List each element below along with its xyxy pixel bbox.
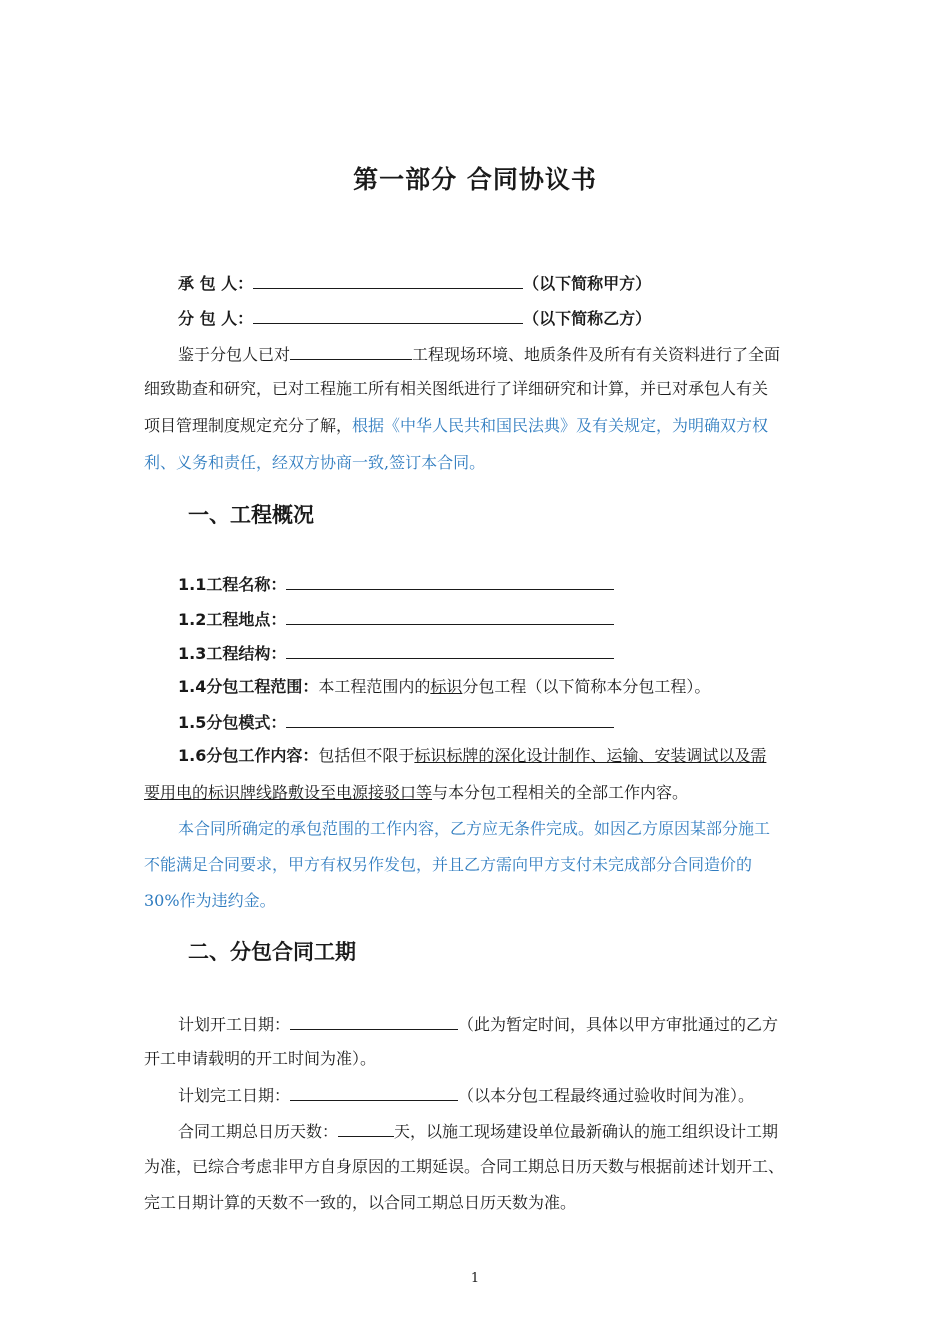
subcontractor-suffix: （以下简称乙方） [523, 309, 652, 328]
contractor-label: 承 包 人： [178, 274, 254, 293]
intro-text: 项目管理制度规定充分了解， [144, 416, 353, 435]
field-label: 合同工期总日历天数： [178, 1122, 339, 1141]
field-project-structure [178, 641, 614, 665]
field-subcontract-scope [178, 676, 710, 698]
page-number: 1 [470, 1271, 480, 1286]
project-name-blank[interactable] [286, 572, 614, 590]
scope-note-line-1: 本合同所确定的承包范围的工作内容，乙方应无条件完成。如因乙方原因某部分施工 [178, 819, 771, 838]
total-days-line [178, 1119, 778, 1143]
subcontractor-blank[interactable] [253, 306, 523, 324]
subcontractor-label: 分 包 人： [178, 309, 254, 328]
subcontract-mode-blank[interactable] [286, 710, 614, 728]
field-label: 计划开工日期： [178, 1015, 291, 1034]
end-date-blank[interactable] [290, 1083, 458, 1101]
planned-start-line-2: 开工申请载明的开工时间为准）。 [144, 1049, 377, 1068]
work-content-line-2 [144, 782, 688, 804]
field-label: 1.6分包工作内容： [178, 746, 319, 765]
project-structure-blank[interactable] [286, 641, 614, 659]
intro-line-3 [144, 415, 768, 437]
end-note: （以本分包工程最终通过验收时间为准）。 [458, 1086, 755, 1105]
scope-note-line-2: 不能满足合同要求，甲方有权另作发包，并且乙方需向甲方支付未完成部分合同造价的 [144, 855, 753, 874]
field-label: 1.5分包模式： [178, 713, 287, 732]
work-content-underlined: 要用电的标识牌线路敷设至电源接驳口等 [144, 783, 433, 802]
intro-line-4: 利、义务和责任，经双方协商一致,签订本合同。 [144, 453, 486, 472]
total-days-line-2: 为准，已综合考虑非甲方自身原因的工期延误。合同工期总日历天数与根据前述计划开工、 [144, 1157, 785, 1176]
scope-text: 分包工程（以下简称本分包工程）。 [462, 677, 711, 696]
intro-line-2: 细致勘查和研究，已对工程施工所有相关图纸进行了详细研究和计算，并已对承包人有关 [144, 379, 769, 398]
field-label: 1.3工程结构： [178, 644, 287, 663]
section-heading-2: 二、分包合同工期 [188, 940, 356, 964]
field-subcontract-mode [178, 710, 614, 734]
work-content-underlined: 标识标牌的深化设计制作、运输、安装调试以及需 [414, 746, 767, 765]
field-label: 1.1工程名称： [178, 575, 287, 594]
field-work-content [178, 745, 766, 767]
scope-underlined: 标识 [430, 677, 463, 696]
work-content-text: 与本分包工程相关的全部工作内容。 [432, 783, 689, 802]
subcontractor-line [178, 306, 651, 330]
contractor-line [178, 271, 651, 295]
contractor-suffix: （以下简称甲方） [523, 274, 652, 293]
field-label: 计划完工日期： [178, 1086, 291, 1105]
field-label: 1.4分包工程范围： [178, 677, 319, 696]
field-project-name [178, 572, 614, 596]
page-title: 第一部分 合同协议书 [353, 165, 597, 194]
project-location-blank[interactable] [286, 607, 614, 625]
intro-line-1 [178, 342, 780, 366]
intro-legal-basis: 根据《中华人民共和国民法典》及有关规定，为明确双方权 [352, 416, 769, 435]
project-blank[interactable] [290, 342, 412, 360]
field-project-location [178, 607, 614, 631]
intro-text: 工程现场环境、地质条件及所有有关资料进行了全面 [412, 345, 781, 364]
planned-end-line [178, 1083, 754, 1107]
section-heading-1: 一、工程概况 [188, 503, 314, 527]
start-note: （此为暂定时间，具体以甲方审批通过的乙方 [458, 1015, 779, 1034]
total-days-text: 天，以施工现场建设单位最新确认的施工组织设计工期 [394, 1122, 779, 1141]
field-label: 1.2工程地点： [178, 610, 287, 629]
planned-start-line [178, 1012, 778, 1036]
scope-text: 本工程范围内的 [318, 677, 431, 696]
start-date-blank[interactable] [290, 1012, 458, 1030]
work-content-text: 包括但不限于 [318, 746, 415, 765]
scope-note-line-3: 30%作为违约金。 [144, 891, 276, 910]
total-days-blank[interactable] [338, 1119, 394, 1137]
total-days-line-3: 完工日期计算的天数不一致的，以合同工期总日历天数为准。 [144, 1193, 577, 1212]
contractor-blank[interactable] [253, 271, 523, 289]
intro-text: 鉴于分包人已对 [178, 345, 291, 364]
